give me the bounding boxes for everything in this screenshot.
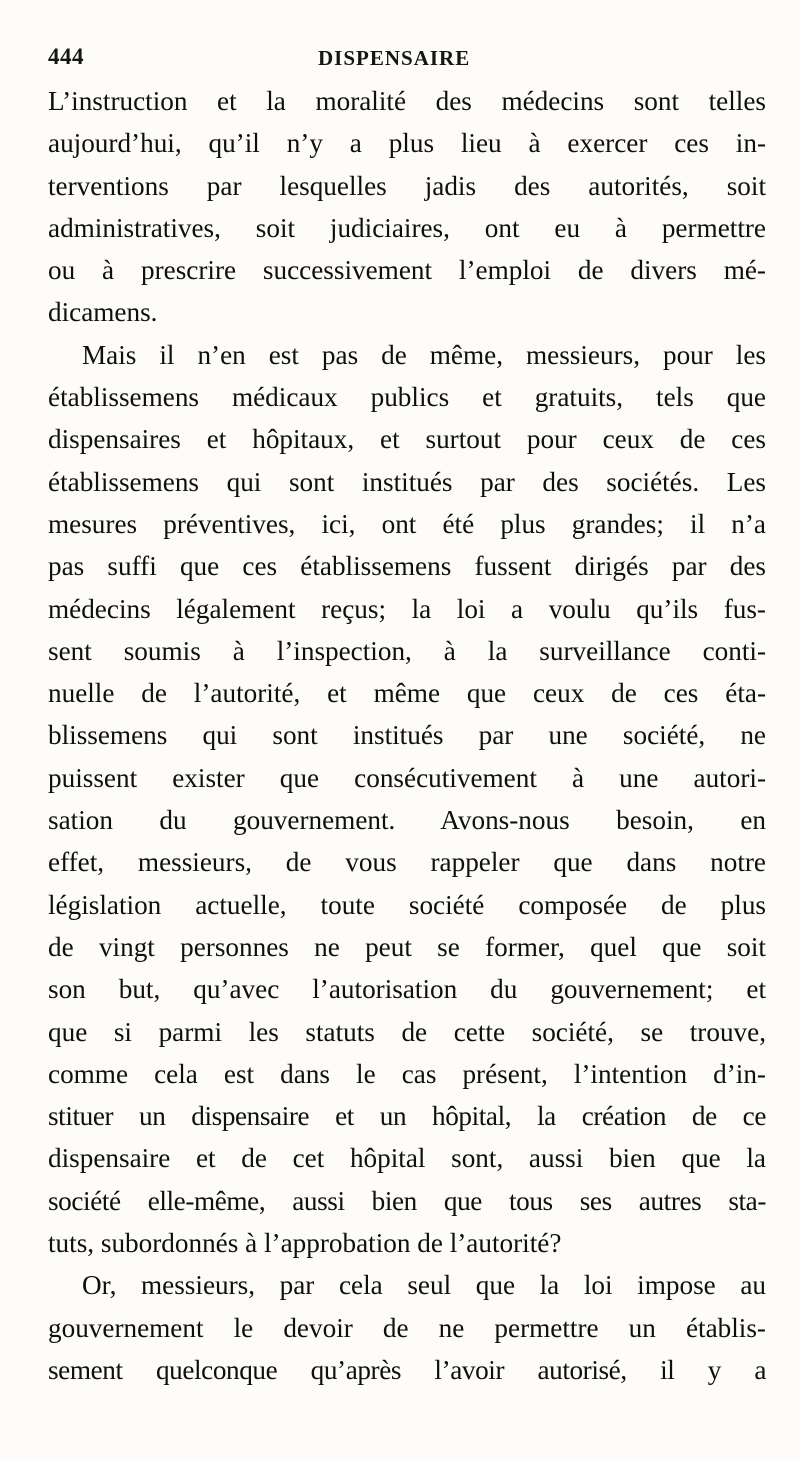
- text-line: sent soumis à l’inspection, à la surveillance conti-: [48, 635, 766, 666]
- text-line: nuelle de l’autorité, et même que ceux de ces éta-: [48, 678, 766, 709]
- page-number: 444: [48, 44, 84, 69]
- body-text: [48, 80, 766, 1391]
- text-line: L’instruction et la moralité des médecins sont telles: [48, 86, 766, 116]
- paragraph-start-line: Mais il n’en est pas de même, messieurs, pour les: [82, 339, 766, 370]
- text-line: de vingt personnes ne peut se former, quel que soit: [48, 931, 766, 962]
- text-line: effet, messieurs, de vous rappeler que dans notre: [48, 847, 766, 878]
- page-header: [48, 40, 770, 74]
- text-line: comme cela est dans le cas présent, l’intention d’in-: [48, 1058, 766, 1089]
- text-line: médecins légalement reçus; la loi a voulu qu’ils fus-: [48, 593, 766, 624]
- text-line: que si parmi les statuts de cette société, se trouve,: [48, 1016, 766, 1047]
- text-line: dispensaire et de cet hôpital sont, aussi bien que la: [48, 1143, 766, 1174]
- text-line: dispensaires et hôpitaux, et surtout pour ceux de ces: [48, 424, 766, 455]
- text-line: établissemens qui sont institués par des sociétés. Les: [48, 466, 766, 497]
- text-line: stituer un dispensaire et un hôpital, la création de ce: [48, 1101, 766, 1132]
- text-line: terventions par lesquelles jadis des autorités, soit: [48, 170, 766, 201]
- text-line: société elle-même, aussi bien que tous ses autres sta-: [48, 1185, 766, 1216]
- text-line: législation actuelle, toute société composée de plus: [48, 889, 766, 920]
- text-line: établissemens médicaux publics et gratuits, tels que: [48, 382, 766, 413]
- text-line: dicamens.: [48, 297, 158, 328]
- text-line: blissemens qui sont institués par une société, ne: [48, 720, 766, 751]
- paragraph-start-line: Or, messieurs, par cela seul que la loi impose au: [82, 1270, 766, 1301]
- text-line: pas suffi que ces établissemens fussent dirigés par des: [48, 551, 766, 582]
- text-line: sement quelconque qu’après l’avoir autorisé, il y a: [48, 1354, 766, 1385]
- running-head: DISPENSAIRE: [318, 46, 471, 70]
- text-line: tuts, subordonnés à l’approbation de l’autorité?: [48, 1228, 562, 1259]
- text-line: aujourd’hui, qu’il n’y a plus lieu à exercer ces in-: [48, 128, 766, 159]
- text-line: administratives, soit judiciaires, ont eu à permettre: [48, 212, 766, 243]
- text-line: gouvernement le devoir de ne permettre un établis-: [48, 1312, 766, 1343]
- text-line: sation du gouvernement. Avons-nous besoin, en: [48, 805, 766, 836]
- text-line: puissent exister que consécutivement à une autori-: [48, 762, 766, 793]
- text-line: mesures préventives, ici, ont été plus grandes; il n’a: [48, 508, 766, 539]
- text-line: son but, qu’avec l’autorisation du gouvernement; et: [48, 974, 766, 1005]
- text-line: ou à prescrire successivement l’emploi de divers mé-: [48, 255, 766, 286]
